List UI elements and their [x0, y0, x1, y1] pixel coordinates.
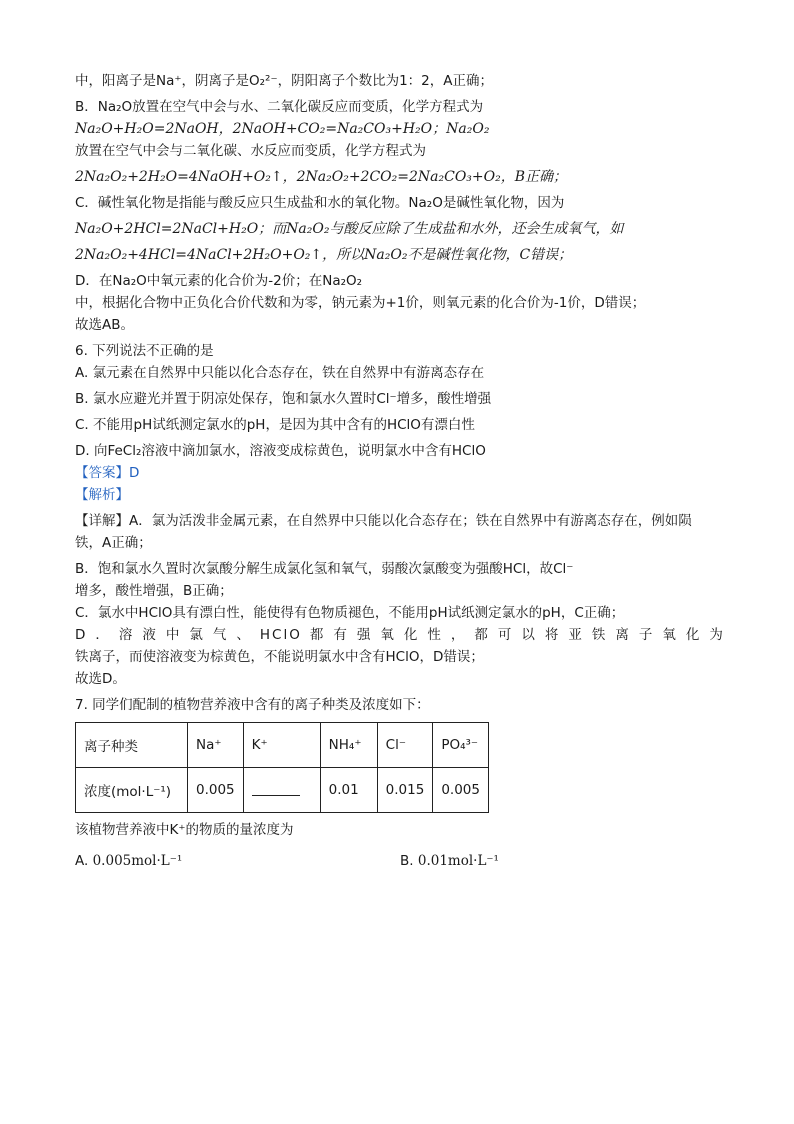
table-cell: PO₄³⁻ — [433, 723, 489, 768]
text-line: C．氯水中HClO具有漂白性，能使得有色物质褪色，不能用pH试纸测定氯水的pH，C正确； — [75, 605, 625, 621]
char: 将 — [544, 627, 561, 643]
document-content — [75, 70, 725, 869]
char: 都 — [309, 627, 326, 643]
table-cell: 离子种类 — [76, 723, 188, 768]
char: 化 — [685, 627, 702, 643]
text-line: 铁离子，而使溶液变为棕黄色，不能说明氯水中含有HClO，D错误； — [75, 649, 484, 665]
text-line: B．Na₂O放置在空气中会与水、二氧化碳反应而变质，化学方程式为 — [75, 99, 484, 115]
text-line: B．饱和氯水久置时次氯酸分解生成氯化氢和氧气，弱酸次氯酸变为强酸HCl，故Cl⁻ — [75, 561, 574, 577]
equation-line: 2Na₂O₂+4HCl=4NaCl+2H₂O+O₂↑，所以Na₂O₂不是碱性氧化物，C错误； — [75, 247, 573, 263]
char: 亚 — [568, 627, 584, 643]
table-cell: Cl⁻ — [377, 723, 433, 768]
table-cell: 浓度(mol·L⁻¹) — [76, 768, 188, 813]
text-line: D．在Na₂O中氧元素的化合价为-2价；在Na₂O₂ — [75, 273, 363, 289]
char: 性 — [427, 627, 443, 643]
char: 化 — [403, 627, 420, 643]
option-b: B. 氯水应避光并置于阴凉处保存，饱和氯水久置时Cl⁻增多，酸性增强 — [75, 391, 492, 407]
equation-line: 2Na₂O₂+2H₂O=4NaOH+O₂↑，2Na₂O₂+2CO₂=2Na₂CO₃+O₂，B正确； — [75, 169, 568, 185]
char: 为 — [709, 627, 725, 643]
table-row — [76, 723, 489, 768]
char: 中 — [165, 627, 182, 643]
char: 氯 — [189, 627, 205, 643]
question-title: 6. 下列说法不正确的是 — [75, 343, 214, 359]
char: 强 — [356, 627, 373, 643]
answer-options — [75, 853, 725, 869]
question-tail: 该植物营养液中K⁺的物质的量浓度为 — [75, 822, 294, 838]
char: 以 — [521, 627, 537, 643]
table-cell: 0.015 — [377, 768, 433, 813]
text-line: 增多，酸性增强，B正确； — [75, 583, 233, 599]
equation-line: Na₂O+2HCl=2NaCl+H₂O；而Na₂O₂与酸反应除了生成盐和水外，还会生成氧气，如 — [75, 221, 624, 237]
char: 气 — [212, 627, 229, 643]
text-line: 故选D。 — [75, 671, 126, 687]
char: 氧 — [662, 627, 678, 643]
option-value: 0.005mol·L⁻¹ — [92, 853, 183, 869]
table-cell — [243, 768, 320, 813]
char: 、 — [236, 627, 252, 643]
text-line: 故选AB。 — [75, 317, 134, 333]
char: 有 — [333, 627, 349, 643]
option-d: D. 向FeCl₂溶液中滴加氯水，溶液变成棕黄色，说明氯水中含有HClO — [75, 443, 486, 459]
option-c: C. 不能用pH试纸测定氯水的pH，是因为其中含有的HClO有漂白性 — [75, 417, 475, 433]
char: 铁 — [591, 627, 608, 643]
char: 都 — [474, 627, 490, 643]
char: 溶 — [118, 627, 135, 643]
answer-tag: 【答案】D — [75, 465, 140, 481]
table-cell: Na⁺ — [188, 723, 244, 768]
option-a — [75, 853, 400, 869]
text-line: C．碱性氧化物是指能与酸反应只生成盐和水的氧化物。Na₂O是碱性氧化物，因为 — [75, 195, 565, 211]
analysis-tag: 【解析】 — [75, 487, 129, 503]
justified-line — [75, 624, 725, 646]
equation-line: Na₂O+H₂O=2NaOH，2NaOH+CO₂=Na₂CO₃+H₂O；Na₂O₂ — [75, 121, 490, 137]
char: 可 — [497, 627, 514, 643]
char: 氧 — [380, 627, 396, 643]
table-cell: 0.005 — [433, 768, 489, 813]
option-a: A. 氯元素在自然界中只能以化合态存在，铁在自然界中有游离态存在 — [75, 365, 485, 381]
text-line: 【详解】A．氯为活泼非金属元素，在自然界中只能以化合态存在；铁在自然界中有游离态存在，例如陨 — [75, 513, 692, 529]
option-label: A. — [75, 853, 89, 869]
table-cell: 0.01 — [320, 768, 377, 813]
char: 离 — [615, 627, 631, 643]
option-label: B. — [400, 853, 414, 869]
char: D — [75, 627, 88, 643]
question-title: 7. 同学们配制的植物营养液中含有的离子种类及浓度如下： — [75, 697, 430, 713]
table-row — [76, 768, 489, 813]
char: ． — [95, 627, 111, 643]
text-line: 中，根据化合物中正负化合价代数和为零，钠元素为+1价，则氧元素的化合价为-1价，D错误； — [75, 295, 646, 311]
answer-blank — [252, 781, 300, 796]
text-line: 中，阳离子是Na⁺，阴离子是O₂²⁻，阴阳离子个数比为1：2，A正确； — [75, 73, 493, 89]
char: ， — [450, 627, 467, 643]
char: 液 — [142, 627, 158, 643]
ion-table — [75, 722, 489, 813]
text-line: 放置在空气中会与二氧化碳、水反应而变质，化学方程式为 — [75, 143, 426, 159]
option-value: 0.01mol·L⁻¹ — [417, 853, 499, 869]
char: 子 — [638, 627, 655, 643]
option-b — [400, 853, 725, 869]
char: HClO — [259, 627, 302, 643]
table-cell: NH₄⁺ — [320, 723, 377, 768]
text-line: 铁，A正确； — [75, 535, 152, 551]
table-cell: K⁺ — [243, 723, 320, 768]
table-cell: 0.005 — [188, 768, 244, 813]
